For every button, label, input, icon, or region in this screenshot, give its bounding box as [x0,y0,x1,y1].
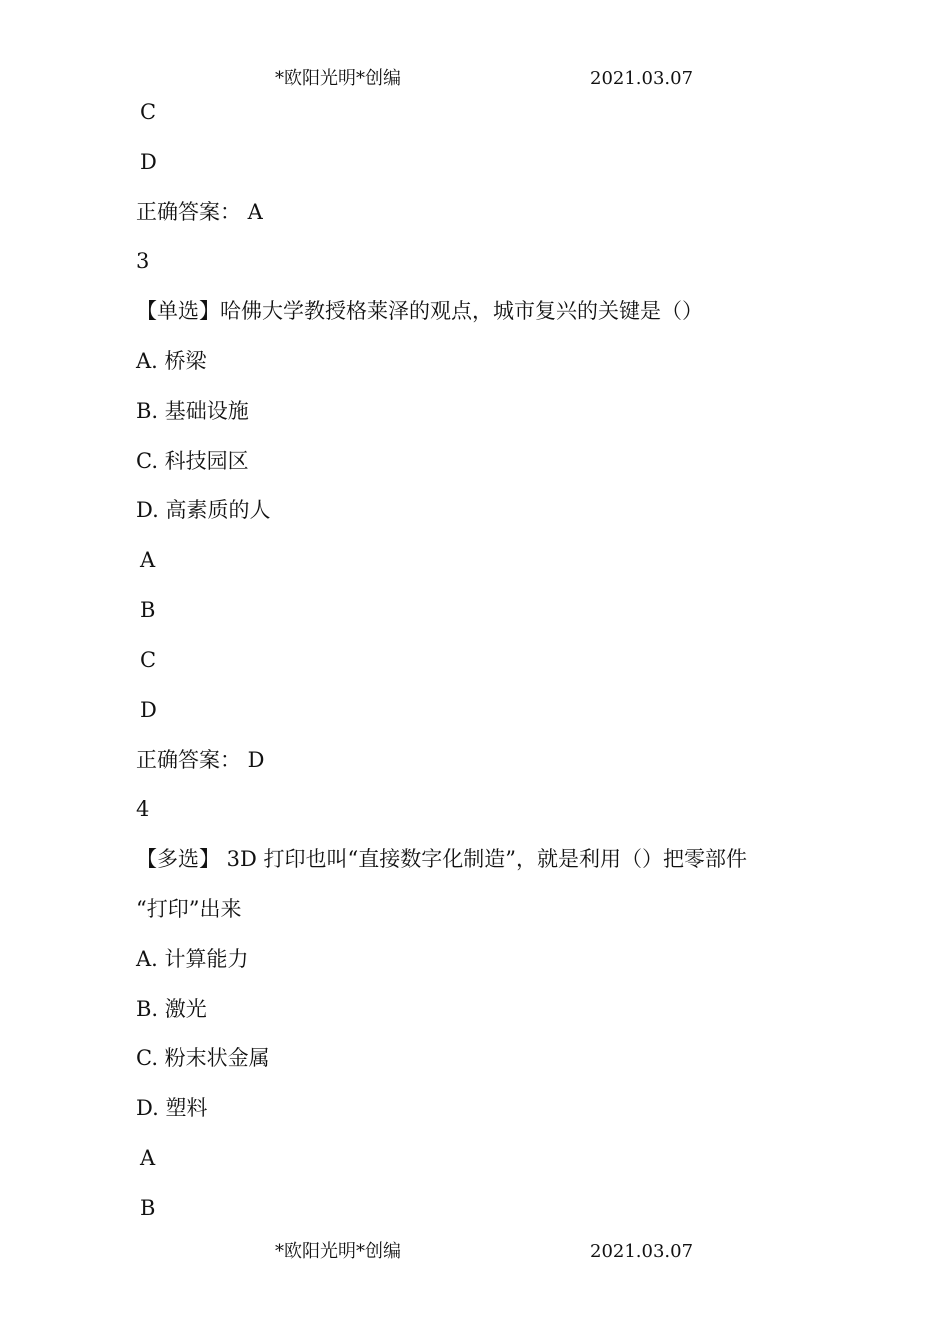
option-letter-a: A [140,548,156,572]
header-author: *欧阳光明*创编 [275,68,401,89]
question-number: 3 [136,249,150,273]
footer-author: *欧阳光明*创编 [275,1241,401,1262]
question-number: 4 [136,797,150,821]
option-d: D. 高素质的人 [136,498,271,522]
correct-answer: 正确答案： A [136,200,263,224]
question-text: 【多选】 3D 打印也叫“直接数字化制造”，就是利用（）把零部件 [136,847,748,871]
footer-date: 2021.03.07 [590,1241,694,1262]
correct-answer: 正确答案： D [136,748,265,772]
option-b: B. 基础设施 [136,399,249,423]
option-d: D. 塑料 [136,1096,208,1120]
question-text-continued: “打印”出来 [136,897,242,921]
option-letter-a: A [140,1146,156,1170]
option-letter-c: C [140,648,157,672]
option-c: C. 粉末状金属 [136,1046,270,1070]
header-date: 2021.03.07 [590,68,694,89]
option-letter-b: B [140,598,156,622]
option-letter-b: B [140,1196,156,1220]
option-c: C. 科技园区 [136,449,249,473]
question-text: 【单选】哈佛大学教授格莱泽的观点，城市复兴的关键是（） [136,299,703,323]
option-b: B. 激光 [136,997,207,1021]
option-letter-d: D [140,698,157,722]
option-letter-c: C [140,100,157,124]
option-a: A. 桥梁 [136,349,207,373]
option-a: A. 计算能力 [136,947,249,971]
option-letter-d: D [140,150,157,174]
